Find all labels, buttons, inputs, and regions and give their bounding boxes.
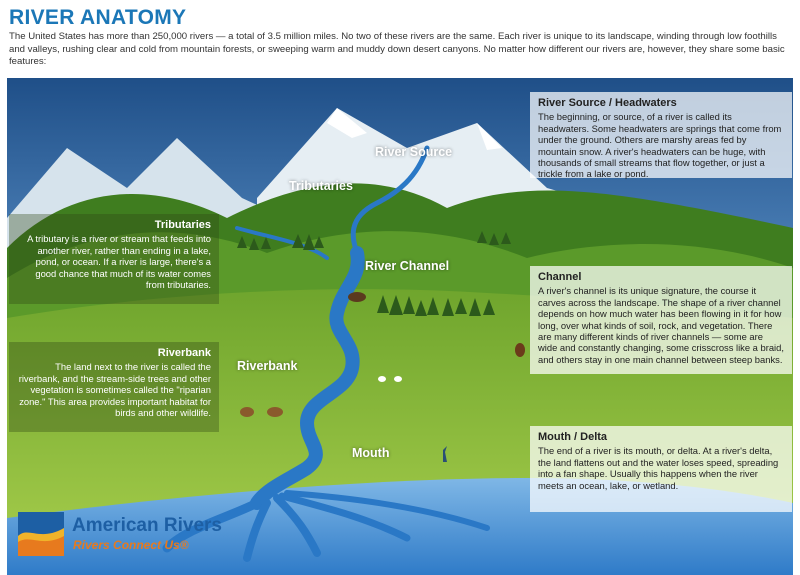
logo-tagline: Rivers Connect Us® (73, 538, 189, 552)
header (0, 0, 800, 78)
tributaries-heading: Tributaries (154, 219, 211, 231)
tributaries-panel (9, 214, 219, 304)
logo-name: American Rivers (72, 515, 222, 536)
riverbank-panel (9, 342, 219, 432)
swan-icon (394, 376, 402, 382)
label-river-source: River Source (375, 145, 453, 159)
fox-icon (515, 343, 525, 357)
american-rivers-logo (18, 510, 268, 560)
page-title: RIVER ANATOMY (9, 6, 187, 29)
swan-icon (378, 376, 386, 382)
source-heading: River Source / Headwaters (538, 97, 677, 109)
channel-body: A river's channel is its unique signature, the course it carves across the landscape. The shape of a river channel depends on how much water has been flowing in it for how long, over what kinds of soil, rock, and vegetation. There are many different kinds of river channels — some are wide and constantly changing, some crisscross like a braid, and others stay in one main channel between steep banks. (538, 285, 784, 365)
channel-heading: Channel (538, 271, 582, 283)
mouth-heading: Mouth / Delta (538, 431, 608, 443)
source-panel (530, 92, 792, 178)
river-illustration (7, 78, 793, 575)
deer-icon (267, 407, 283, 417)
label-river-channel: River Channel (365, 259, 450, 273)
mouth-panel (530, 426, 792, 512)
source-body: The beginning, or source, of a river is called its headwaters. Some headwaters are springs that come from under the ground. Others are marshy areas fed by mountain snow. A river's headwaters can be huge, with thousands of small streams that flow together, or just a trickle from a lake or pond. (538, 111, 782, 180)
label-tributaries: Tributaries (289, 179, 353, 193)
bear-icon (348, 292, 366, 302)
riverbank-body: The land next to the river is called the riverbank, and the stream-side trees and other vegetation is sometimes called the "riparian zone." This area provides important habitat for birds and other wildlife. (18, 361, 211, 419)
logo-mark-icon (18, 512, 64, 556)
riverbank-heading: Riverbank (157, 347, 211, 359)
label-riverbank: Riverbank (237, 359, 298, 373)
channel-panel (530, 266, 792, 374)
label-mouth: Mouth (352, 446, 390, 460)
intro-text: The United States has more than 250,000 rivers — a total of 3.5 million miles. No two of these rivers are the same. Each river is unique to its landscape, winding through low foothills and valleys, rushing clear and cold from mountain forests, or sweeping warm and muddy down desert canyons. No matter how different our rivers are, however, they share some basic features: (9, 31, 785, 67)
mouth-body: The end of a river is its mouth, or delta. At a river's delta, the land flattens out and the water loses speed, spreading into a fan shape. Usually this happens when the river meets an ocean, lake, or wetland. (538, 445, 779, 491)
deer-icon (240, 407, 254, 417)
tributaries-body: A tributary is a river or stream that feeds into another river, rather than ending in a lake, pond, or ocean. If a river is large, there's a good chance that much of its water comes from tributaries. (27, 233, 211, 291)
